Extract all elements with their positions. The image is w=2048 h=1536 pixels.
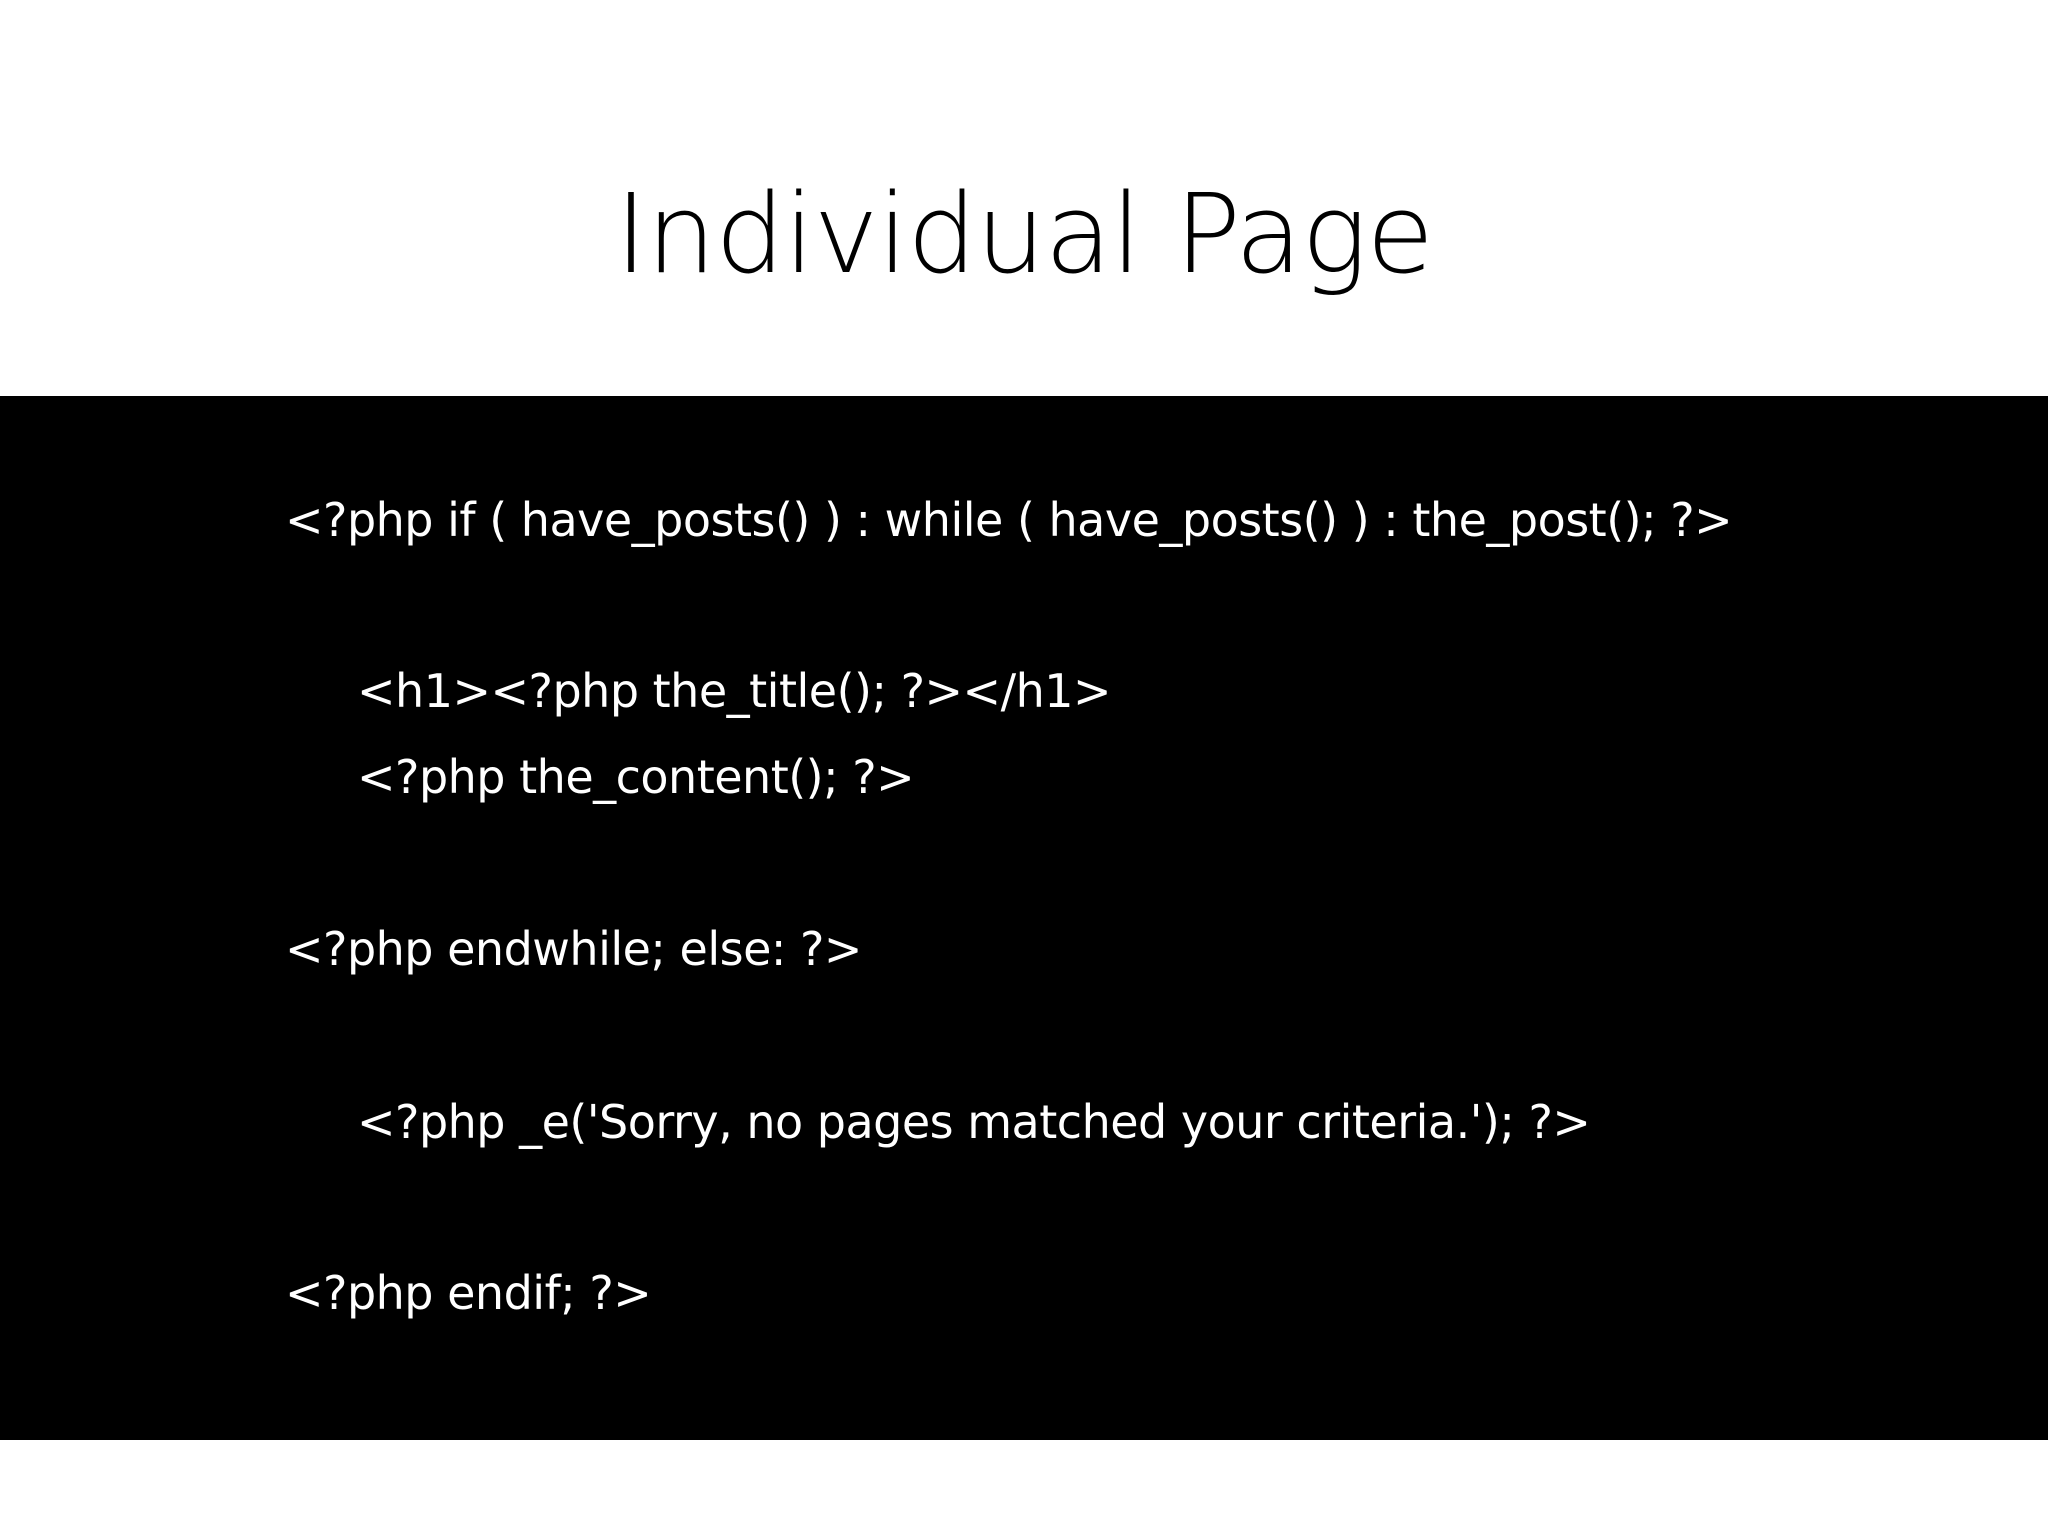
code-block — [0, 396, 2048, 1440]
slide-title: Individual Page — [614, 170, 1434, 298]
code-line-sorry-message: <?php _e('Sorry, no pages matched your criteria.'); ?> — [357, 1095, 1591, 1149]
code-line-the-title: <h1><?php the_title(); ?></h1> — [357, 664, 1112, 718]
code-line-the-content: <?php the_content(); ?> — [357, 750, 915, 804]
code-line-endif: <?php endif; ?> — [285, 1266, 652, 1320]
code-line-if-have-posts: <?php if ( have_posts() ) : while ( have_posts() ) : the_post(); ?> — [285, 493, 1733, 547]
code-line-endwhile-else: <?php endwhile; else: ?> — [285, 922, 862, 976]
